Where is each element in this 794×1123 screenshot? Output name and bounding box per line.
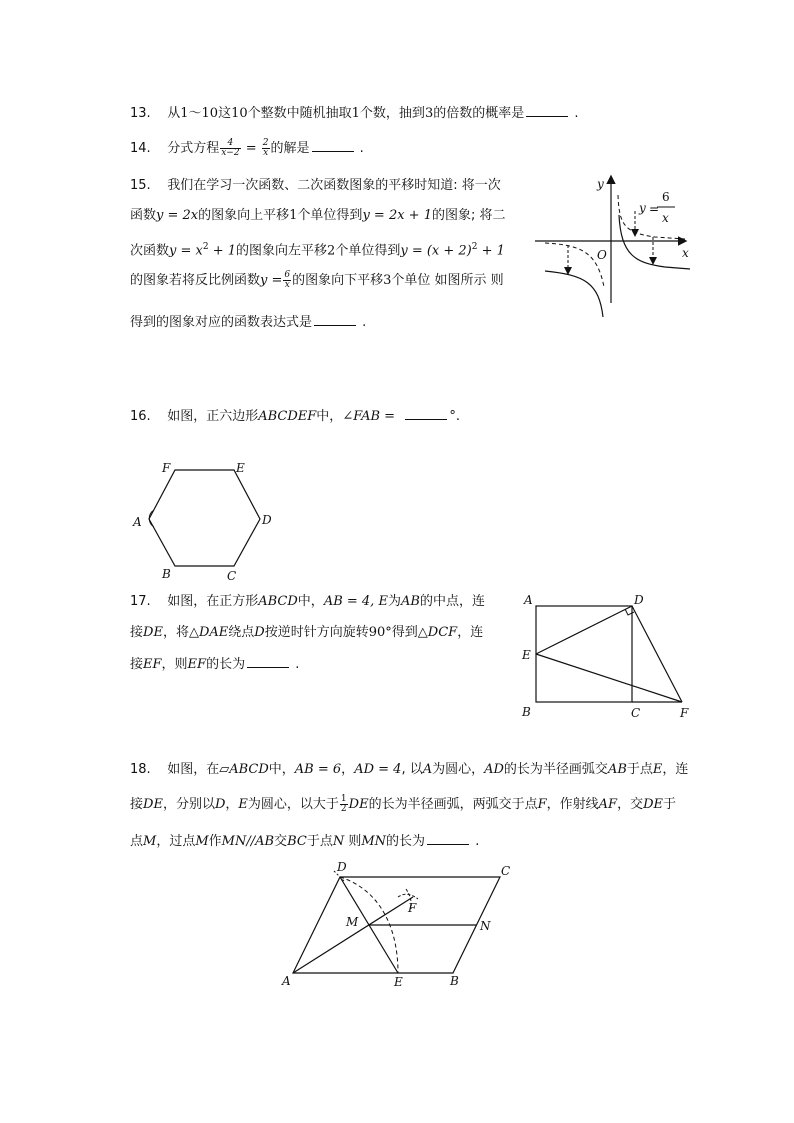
hexagon-figure (130, 458, 280, 586)
label-A: A (282, 974, 291, 988)
question-number: 18. (130, 762, 151, 777)
shifted-curve-right (619, 215, 690, 269)
label-B: B (450, 974, 459, 988)
parallelogram-figure (278, 855, 518, 990)
shifted-curve-left (545, 271, 603, 317)
label-A: A (524, 593, 533, 607)
question-number: 17. (130, 594, 151, 609)
label-C: C (631, 706, 641, 720)
question-number: 14. (130, 141, 151, 156)
label-E: E (394, 975, 403, 989)
original-curve-left (545, 243, 604, 287)
answer-blank[interactable] (526, 103, 568, 117)
label-B: B (522, 705, 531, 719)
graph-y-label: y (597, 177, 604, 191)
eq-num: 6 (662, 190, 670, 204)
graph-x-label: x (682, 246, 689, 260)
label-F: F (680, 706, 689, 720)
label-F: F (162, 461, 171, 475)
eq-den: x (662, 211, 669, 225)
eq-equals: = (649, 202, 660, 216)
label-A: A (133, 515, 142, 529)
label-E: E (522, 648, 531, 662)
answer-blank[interactable] (247, 654, 289, 668)
label-F: F (408, 901, 417, 915)
label-E: E (236, 461, 245, 475)
question-number: 13. (130, 106, 151, 121)
answer-blank[interactable] (314, 312, 356, 326)
square-figure (518, 592, 698, 724)
label-D: D (337, 860, 347, 874)
label-M: M (346, 915, 359, 929)
question-14: 14. 分式方程 $\frac{4}{x-2}$ = $\frac{2}{x}$ 的解是 . (130, 138, 364, 158)
graph-origin-label: O (597, 248, 607, 262)
answer-blank[interactable] (405, 406, 447, 420)
answer-blank[interactable] (427, 831, 469, 845)
eq-y: y (639, 201, 646, 215)
label-D: D (634, 593, 644, 607)
label-N: N (480, 919, 491, 933)
label-D: D (262, 513, 272, 527)
question-number: 15. (130, 178, 151, 193)
label-B: B (162, 567, 171, 581)
question-number: 16. (130, 409, 151, 424)
hyperbola-graph (535, 175, 695, 320)
label-C: C (501, 864, 511, 878)
answer-blank[interactable] (312, 138, 354, 152)
label-C: C (227, 569, 237, 583)
question-13: 13. 从1～10这10个整数中随机抽取1个数，抽到3的倍数的概率是 . (130, 103, 579, 124)
